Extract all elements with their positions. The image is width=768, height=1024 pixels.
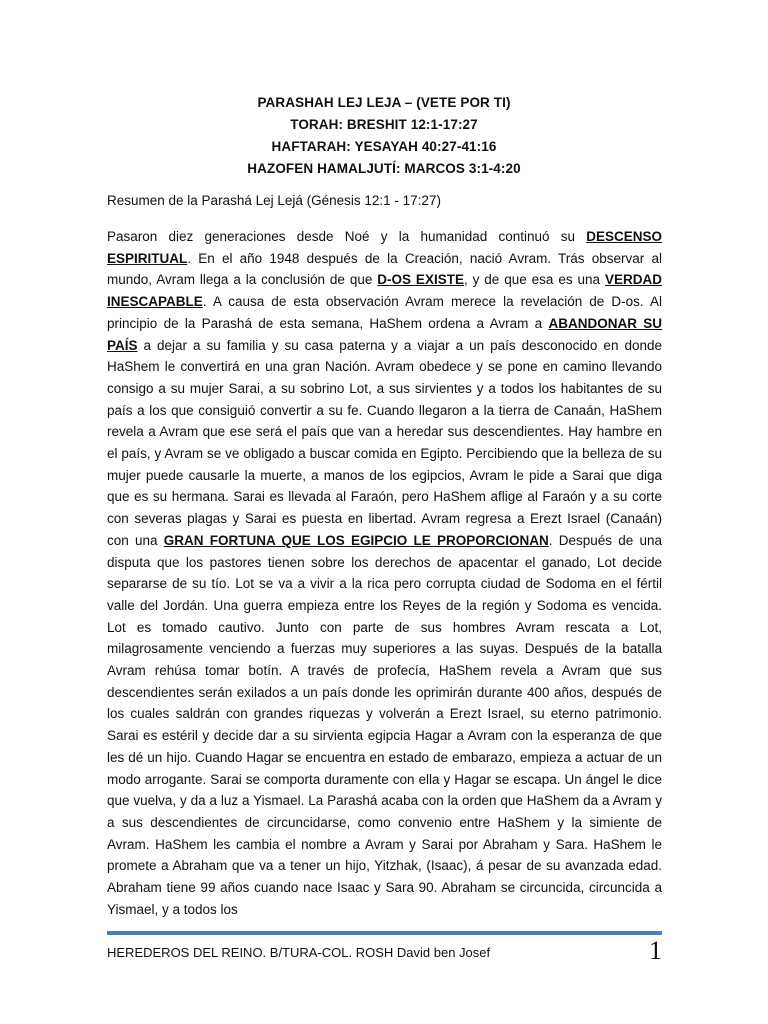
- document-header: [0, 92, 768, 180]
- summary-subtitle: Resumen de la Parashá Lej Lejá (Génesis 12:1 - 17:27): [107, 193, 441, 208]
- footer-divider: [107, 931, 662, 935]
- body-text-segment: . Después de una disputa que los pastores tienen sobre los derechos de apacentar el ganado, Lot decide separarse de su tío. Lot se va a vivir a la rica pero corrupta ciudad de Sodoma en el fértil valle del Jordán. Una guerra empieza entre los Reyes de la región y Sodoma es vencida. Lot es tomado cautivo. Junto con parte de sus hombres Avram rescata a Lot, milagrosamente venciendo a fuerzas muy superiores a las suyas. Después de la batalla Avram rehúsa tomar botín. A través de profecía, HaShem revela a Avram que sus descendientes serán exilados a un país donde les oprimirán durante 400 años, después de los cuales saldrán con grandes riquezas y volverán a Erezt Israel, su eterno patrimonio. Sarai es estéril y decide dar a su sirvienta egipcia Hagar a Avram con la esperanza de que les dé un hijo. Cuando Hagar se encuentra en estado de embarazo, empieza a actuar de un modo arrogante. Sarai se comporta duramente con ella y Hagar se escapa. Un ángel le dice que vuelva, y da a luz a Yismael. La Parashá acaba con la orden que HaShem da a Avram y a sus descendientes de circuncidarse, como convenio entre HaShem y la simiente de Avram. HaShem les cambia el nombre a Avram y Sarai por Abraham y Sara. HaShem le promete a Abraham que va a tener un hijo, Yitzhak, (Isaac), á pesar de su avanzada edad. Abraham tiene 99 años cuando nace Isaac y Sara 90. Abraham se circuncida, circuncida a Yismael, y a todos los: [107, 532, 662, 917]
- header-hazofen: HAZOFEN HAMALJUTÍ: MARCOS 3:1-4:20: [247, 161, 521, 176]
- header-haftarah: HAFTARAH: YESAYAH 40:27-41:16: [271, 139, 497, 154]
- page-number: 1: [649, 936, 662, 965]
- emphasis-text: GRAN FORTUNA QUE LOS EGIPCIO LE PROPORCIONAN: [163, 532, 549, 548]
- body-text-segment: . A causa de esta observación Avram merece la revelación de D-os. Al principio de la Parashá de esta semana, HaShem ordena a Avram a: [107, 294, 662, 331]
- body-text-segment: , y de que esa es una: [463, 272, 605, 288]
- header-torah: TORAH: BRESHIT 12:1-17:27: [290, 117, 478, 132]
- emphasis-text: VERDAD INESCAPABLE: [107, 272, 662, 310]
- emphasis-text: D-OS EXISTE: [377, 272, 464, 288]
- emphasis-text: ABANDONAR SU PAÍS: [107, 315, 663, 353]
- footer-text: HEREDEROS DEL REINO. B/TURA-COL. ROSH David ben Josef: [107, 945, 491, 960]
- header-title: PARASHAH LEJ LEJA – (VETE POR TI): [257, 95, 511, 110]
- body-text-segment: Pasaron diez generaciones desde Noé y la humanidad continuó su: [107, 229, 587, 244]
- body-paragraph: [107, 226, 662, 921]
- body-text-segment: a dejar a su familia y su casa paterna y a viajar a un país desconocido en donde HaShem le convertirá en una gran Nación. Avram obedece y se pone en camino llevando consigo a su mujer Sarai, a su sobrino Lot, a sus sirvientes y a todos los habitantes de su país a los que consiguió convertir a su fe. Cuando llegaron a la tierra de Canaán, HaShem revela a Avram que ese será el país que van a heredar sus descendientes. Hay hambre en el país, y Avram se ve obligado a buscar comida en Egipto. Percibiendo que la belleza de su mujer puede causarle la muerte, a manos de los egipcios, Avram le pide a Sarai que diga que es su hermana. Sarai es llevada al Faraón, pero HaShem aflige al Faraón y a su corte con severas plagas y Sarai es puesta en libertad. Avram regresa a Erezt Israel (Canaán) con una: [107, 337, 662, 548]
- body-text-segment: . En el año 1948 después de la Creación, nació Avram. Trás observar al mundo, Avram llega a la conclusión de que: [107, 250, 662, 288]
- emphasis-text: DESCENSO ESPIRITUAL: [107, 229, 662, 266]
